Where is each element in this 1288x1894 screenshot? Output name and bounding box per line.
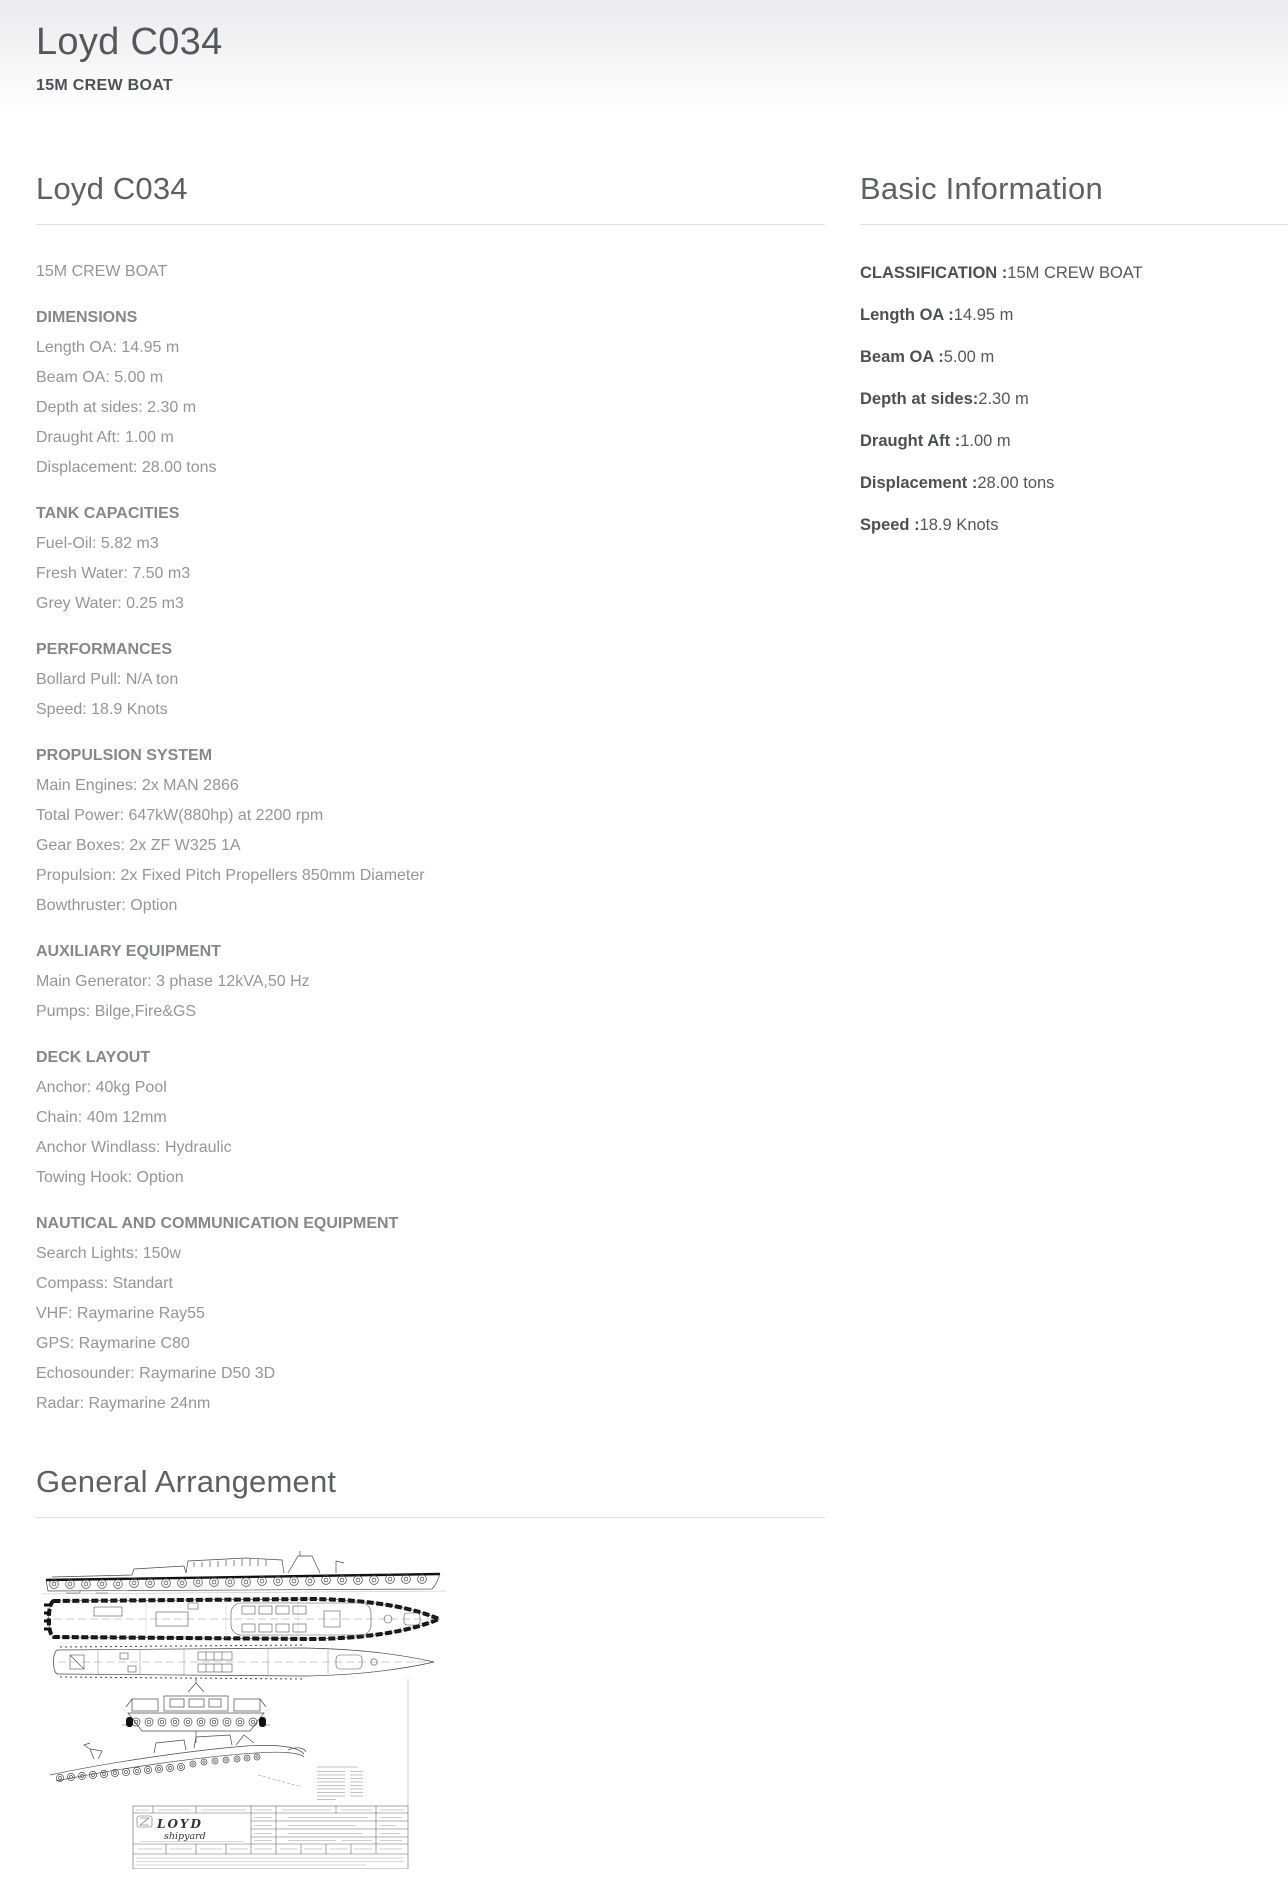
spec-section: [36, 1209, 825, 1419]
spec-line: Gear Boxes: 2x ZF W325 1A: [36, 837, 241, 854]
spec-section: [36, 499, 825, 619]
shipyard-logo-subtext: shipyard: [164, 1831, 206, 1842]
side-profile-view: [42, 1551, 446, 1594]
spec-line: Towing Hook: Option: [36, 1169, 184, 1186]
perspective-sketch: [50, 1735, 306, 1787]
basic-info-value: 15M CREW BOAT: [1007, 264, 1143, 282]
basic-information-list: [860, 263, 1288, 536]
spec-section-heading: AUXILIARY EQUIPMENT: [36, 943, 221, 960]
cross-section-view: [122, 1678, 270, 1743]
basic-info-item: [860, 389, 1288, 410]
basic-info-value: 18.9 Knots: [919, 516, 999, 534]
title-block: [133, 1806, 408, 1869]
basic-info-item: [860, 263, 1288, 284]
basic-info-value: 28.00 tons: [977, 474, 1055, 492]
boat-technical-drawing: [36, 1549, 448, 1869]
spec-section: [36, 937, 825, 1027]
shipyard-logo-text: LOYD: [157, 1817, 203, 1831]
page-header: [0, 0, 1288, 115]
main-deck-plan-view: [44, 1599, 439, 1639]
basic-info-label: Beam OA :: [860, 348, 944, 366]
basic-info-label: Depth at sides:: [860, 390, 979, 408]
basic-info-label: Length OA :: [860, 306, 954, 324]
sidebar-column: [860, 115, 1288, 1874]
basic-info-item: [860, 473, 1288, 494]
general-arrangement-title: General Arrangement: [36, 1464, 337, 1499]
page-title: Loyd C034: [36, 21, 223, 63]
spec-line: GPS: Raymarine C80: [36, 1335, 190, 1352]
lower-deck-plan-view: [54, 1645, 435, 1679]
general-arrangement-drawing: [36, 1549, 448, 1874]
spec-section: [36, 303, 825, 483]
basic-info-item: [860, 431, 1288, 452]
basic-info-label: Displacement :: [860, 474, 978, 492]
spec-section-heading: TANK CAPACITIES: [36, 505, 180, 522]
spec-line: Anchor: 40kg Pool: [36, 1079, 167, 1096]
main-column: [36, 115, 825, 1874]
specifications-list: [36, 303, 825, 1419]
content-area: [0, 115, 1288, 1874]
spec-line: Bollard Pull: N/A ton: [36, 671, 179, 688]
spec-line: Main Generator: 3 phase 12kVA,50 Hz: [36, 973, 310, 990]
spec-section: [36, 635, 825, 725]
basic-info-item: [860, 305, 1288, 326]
divider: [36, 1517, 825, 1518]
spec-line: Length OA: 14.95 m: [36, 339, 180, 356]
basic-info-value: 1.00 m: [960, 432, 1011, 450]
basic-information-title: Basic Information: [860, 171, 1103, 206]
spec-section: [36, 741, 825, 921]
spec-section-heading: DIMENSIONS: [36, 309, 138, 326]
divider: [36, 224, 825, 225]
spec-line: VHF: Raymarine Ray55: [36, 1305, 205, 1322]
spec-line: Propulsion: 2x Fixed Pitch Propellers 850mm Diameter: [36, 867, 425, 884]
spec-line: Displacement: 28.00 tons: [36, 459, 217, 476]
spec-line: Main Engines: 2x MAN 2866: [36, 777, 239, 794]
divider: [860, 224, 1288, 225]
basic-info-label: Draught Aft :: [860, 432, 961, 450]
spec-line: Bowthruster: Option: [36, 897, 178, 914]
spec-section-heading: PROPULSION SYSTEM: [36, 747, 213, 764]
spec-section-heading: PERFORMANCES: [36, 641, 173, 658]
spec-line: Total Power: 647kW(880hp) at 2200 rpm: [36, 807, 324, 824]
basic-info-label: CLASSIFICATION :: [860, 264, 1008, 282]
boat-subtitle: 15M CREW BOAT: [36, 263, 168, 280]
basic-info-value: 14.95 m: [953, 306, 1014, 324]
spec-section-heading: NAUTICAL AND COMMUNICATION EQUIPMENT: [36, 1215, 399, 1232]
spec-line: Radar: Raymarine 24nm: [36, 1395, 211, 1412]
spec-line: Grey Water: 0.25 m3: [36, 595, 184, 612]
spec-line: Pumps: Bilge,Fire&GS: [36, 1003, 197, 1020]
basic-info-label: Speed :: [860, 516, 920, 534]
drawing-spec-list: [317, 1767, 363, 1800]
boat-title: Loyd C034: [36, 171, 188, 206]
basic-info-value: 5.00 m: [943, 348, 995, 366]
page-subtitle: 15M CREW BOAT: [36, 77, 173, 94]
spec-section-heading: DECK LAYOUT: [36, 1049, 151, 1066]
spec-line: Fresh Water: 7.50 m3: [36, 565, 191, 582]
spec-line: Compass: Standart: [36, 1275, 173, 1292]
spec-line: Search Lights: 150w: [36, 1245, 181, 1262]
spec-section: [36, 1043, 825, 1193]
spec-line: Beam OA: 5.00 m: [36, 369, 164, 386]
spec-line: Chain: 40m 12mm: [36, 1109, 167, 1126]
spec-line: Anchor Windlass: Hydraulic: [36, 1139, 232, 1156]
spec-line: Depth at sides: 2.30 m: [36, 399, 197, 416]
spec-line: Fuel-Oil: 5.82 m3: [36, 535, 159, 552]
basic-info-item: [860, 515, 1288, 536]
spec-line: Echosounder: Raymarine D50 3D: [36, 1365, 276, 1382]
basic-info-item: [860, 347, 1288, 368]
spec-line: Speed: 18.9 Knots: [36, 701, 168, 718]
basic-info-value: 2.30 m: [978, 390, 1029, 408]
spec-line: Draught Aft: 1.00 m: [36, 429, 174, 446]
